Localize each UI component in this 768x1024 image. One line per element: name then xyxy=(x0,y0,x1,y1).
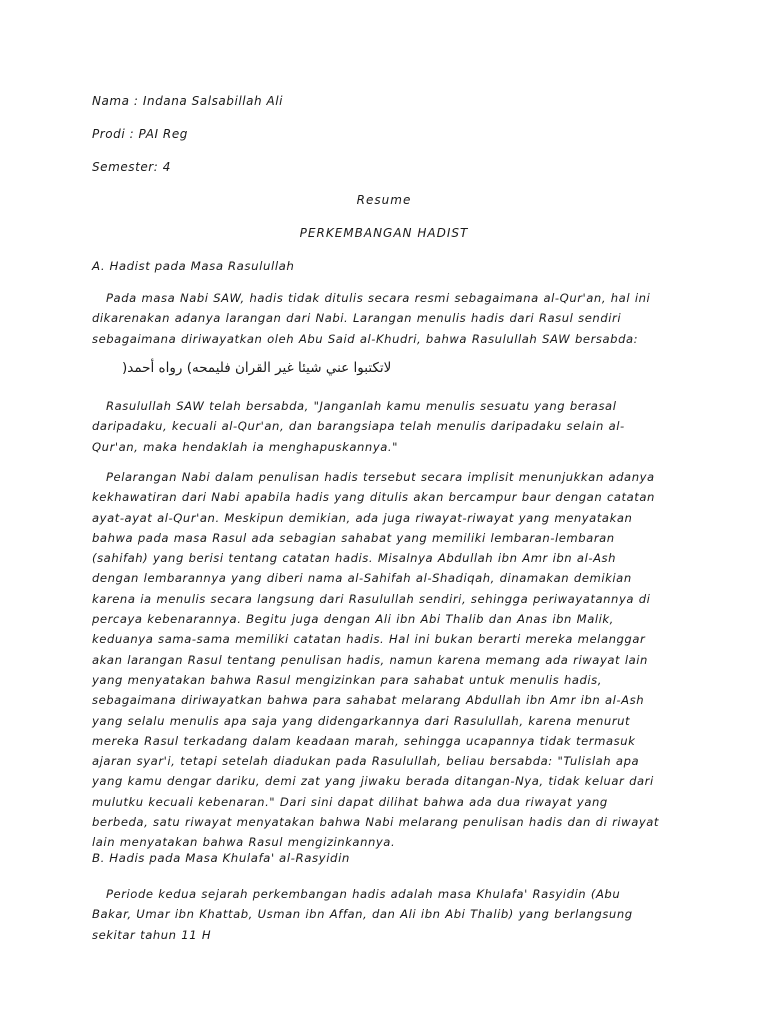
semester: Semester: 4 xyxy=(92,160,171,174)
section-a-heading: A. Hadist pada Masa Rasulullah xyxy=(92,259,295,273)
section-b-paragraph-1: Periode kedua sejarah perkembangan hadis adalah masa Khulafa' Rasyidin (Abu Bakar, Umar ibn Khattab, Usman ibn Affan, dan Ali ibn Abi Thalib) yang berlangsung sekitar tahun 11 H xyxy=(92,887,633,942)
section-b-heading: B. Hadis pada Masa Khulafa' al-Rasyidin xyxy=(92,851,350,865)
document-title: Resume xyxy=(356,193,412,207)
section-a-paragraph-3: Pelarangan Nabi dalam penulisan hadis tersebut secara implisit menunjukkan adanya kekhawatiran dari Nabi apabila hadis yang ditulis akan bercampur baur dengan catatan ayat-ayat al-Qur'an. Meskipun demikian, ada juga riwayat-riwayat yang menyatakan bahwa pada masa Rasul ada sebagian sahabat yang memiliki lembaran-lembaran (sahifah) yang berisi tentang catatan hadis. Misalnya Abdullah ibn Amr ibn al-Ash dengan lembarannya yang diberi nama al-Sahifah al-Shadiqah, dinamakan demikian karena ia menulis secara langsung dari Rasulullah sendiri, sehingga periwayatannya di percaya kebenarannya. Begitu juga dengan Ali ibn Abi Thalib dan Anas ibn Malik, keduanya sama-sama memiliki catatan hadis. Hal ini bukan berarti mereka melanggar akan larangan Rasul tentang penulisan hadis, namun karena memang ada riwayat lain yang menyatakan bahwa Rasul mengizinkan para sahabat untuk menulis hadis, sebagaimana diriwayatkan bahwa para sahabat melarang Abdullah ibn Amr ibn al-Ash yang selalu menulis apa saja yang didengarkannya dari Rasulullah, karena menurut mereka Rasul terkadang dalam keadaan marah, sehingga ucapannya tidak termasuk ajaran syar'i, tetapi setelah diadukan pada Rasulullah, beliau bersabda: "Tulislah apa yang kamu dengar dariku, demi zat yang jiwaku berada ditangan-Nya, tidak keluar dari mulutku kecuali kebenaran." Dari sini dapat dilihat bahwa ada dua riwayat yang berbeda, satu riwayat menyatakan bahwa Nabi melarang penulisan hadis dan di riwayat lain menyatakan bahwa Rasul mengizinkannya. xyxy=(92,470,660,850)
arabic-hadith-quote: لاتكتبوا عني شيئا غير القران فليمحه) رواه أحمد( xyxy=(122,360,392,376)
study-program: Prodi : PAI Reg xyxy=(92,127,188,141)
section-a-paragraph-1: Pada masa Nabi SAW, hadis tidak ditulis secara resmi sebagaimana al-Qur'an, hal ini dikarenakan adanya larangan dari Nabi. Larangan menulis hadis dari Rasul sendiri sebagaimana diriwayatkan oleh Abu Said al-Khudri, bahwa Rasulullah SAW bersabda: xyxy=(92,291,651,346)
student-name: Nama : Indana Salsabillah Ali xyxy=(92,94,284,108)
section-a-paragraph-2: Rasulullah SAW telah bersabda, "Janganlah kamu menulis sesuatu yang berasal daripadaku, kecuali al-Qur'an, dan barangsiapa telah menulis daripadaku selain al-Qur'an, maka hendaklah ia menghapuskannya." xyxy=(92,399,625,454)
document-subtitle: PERKEMBANGAN HADIST xyxy=(299,226,469,240)
